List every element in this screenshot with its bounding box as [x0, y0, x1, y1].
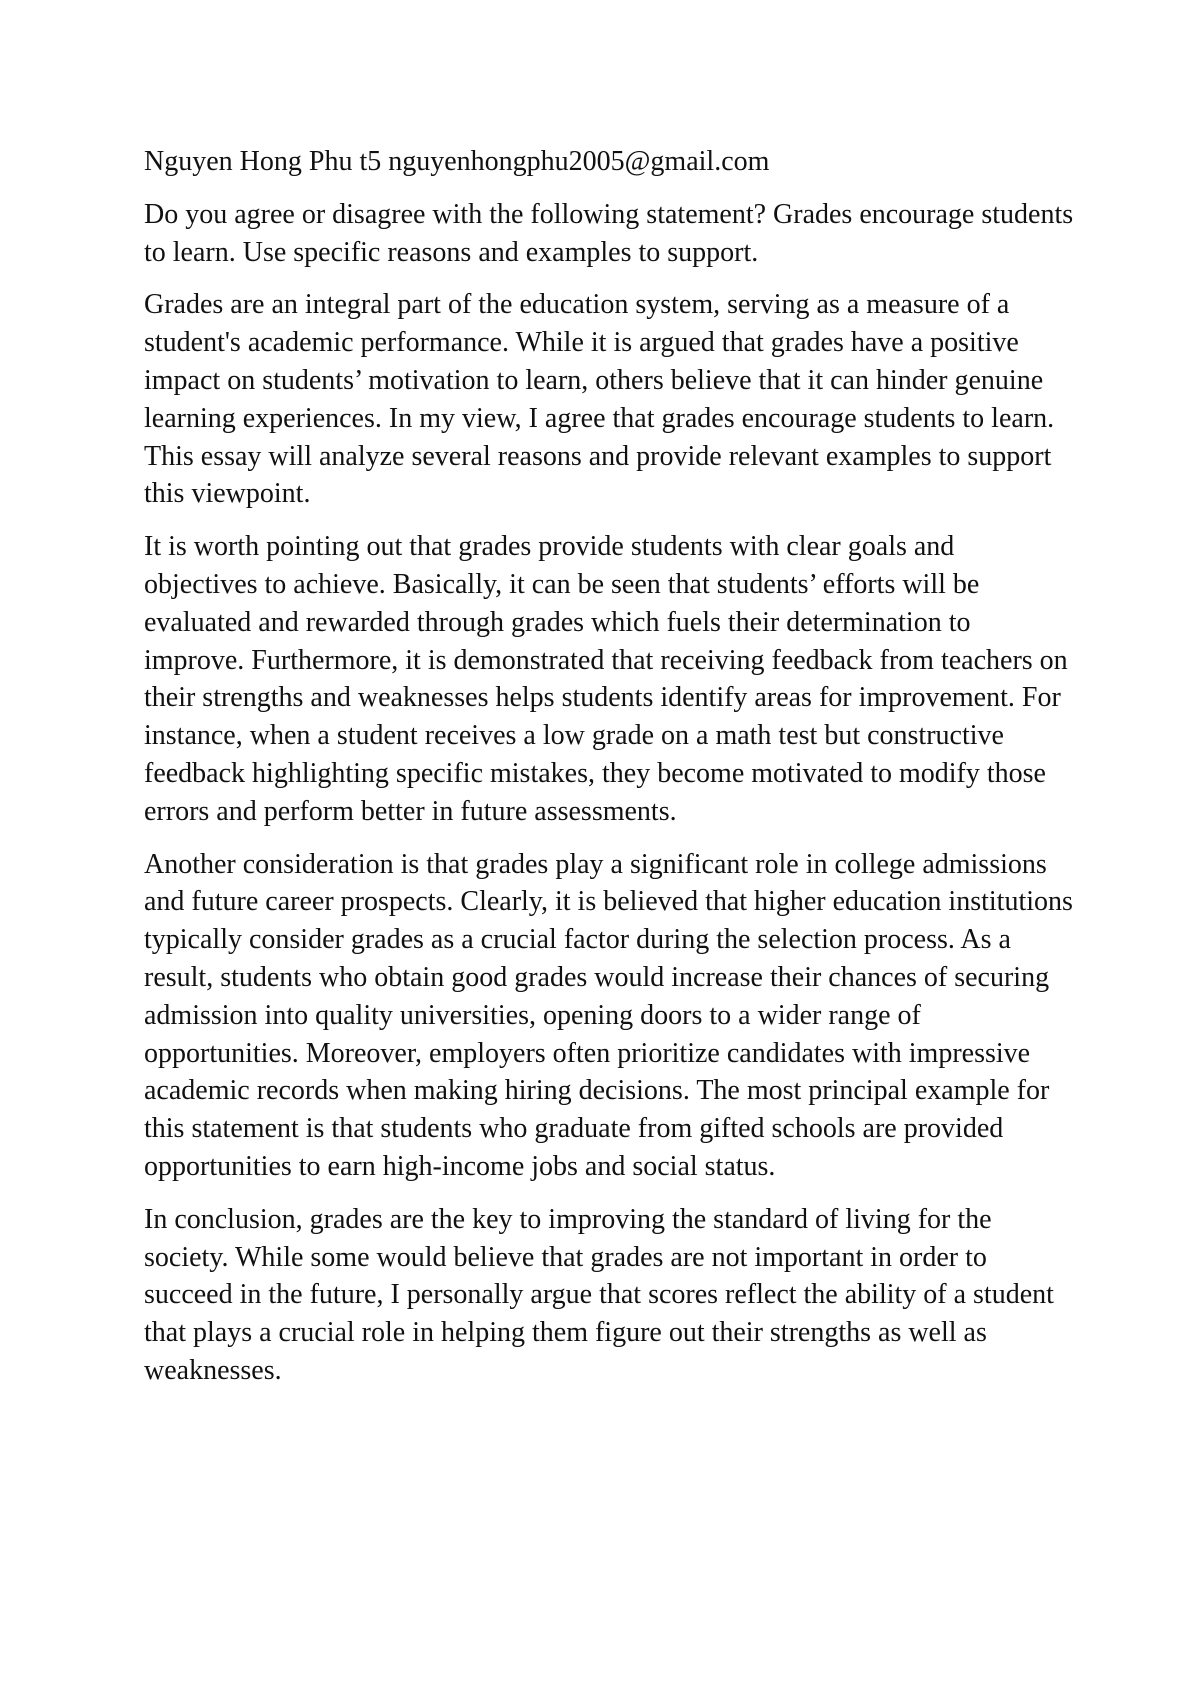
- document-body: [144, 143, 1074, 1405]
- author-line: Nguyen Hong Phu t5 nguyenhongphu2005@gmail.com: [144, 146, 770, 177]
- paragraph-body-2: Another consideration is that grades play a significant role in college admissions and future career prospects. Clearly, it is believed that higher education institutions typically consider grades as a crucial factor during the selection process. As a result, students who obtain good grades would increase their chances of securing admission into quality universities, opening doors to a wider range of opportunities. Moreover, employers often prioritize candidates with impressive academic records when making hiring decisions. The most principal example for this statement is that students who graduate from gifted schools are provided opportunities to earn high-income jobs and social status.: [144, 848, 1073, 1182]
- paragraph-conclusion: In conclusion, grades are the key to improving the standard of living for the society. While some would believe that grades are not important in order to succeed in the future, I personally argue that scores reflect the ability of a student that plays a crucial role in helping them figure out their strengths as well as weaknesses.: [144, 1203, 1054, 1386]
- essay-prompt: Do you agree or disagree with the following statement? Grades encourage students to learn. Use specific reasons and examples to support.: [144, 198, 1074, 268]
- paragraph-introduction: Grades are an integral part of the education system, serving as a measure of a student's academic performance. While it is argued that grades have a positive impact on students’ motivation to learn, others believe that it can hinder genuine learning experiences. In my view, I agree that grades encourage students to learn. This essay will analyze several reasons and provide relevant examples to support this viewpoint.: [144, 289, 1055, 510]
- paragraph-body-1: It is worth pointing out that grades provide students with clear goals and objectives to achieve. Basically, it can be seen that students’ efforts will be evaluated and rewarded through grades which fuels their determination to improve. Furthermore, it is demonstrated that receiving feedback from teachers on their strengths and weaknesses helps students identify areas for improvement. For instance, when a student receives a low grade on a math test but constructive feedback highlighting specific mistakes, they become motivated to modify those errors and perform better in future assessments.: [144, 531, 1068, 827]
